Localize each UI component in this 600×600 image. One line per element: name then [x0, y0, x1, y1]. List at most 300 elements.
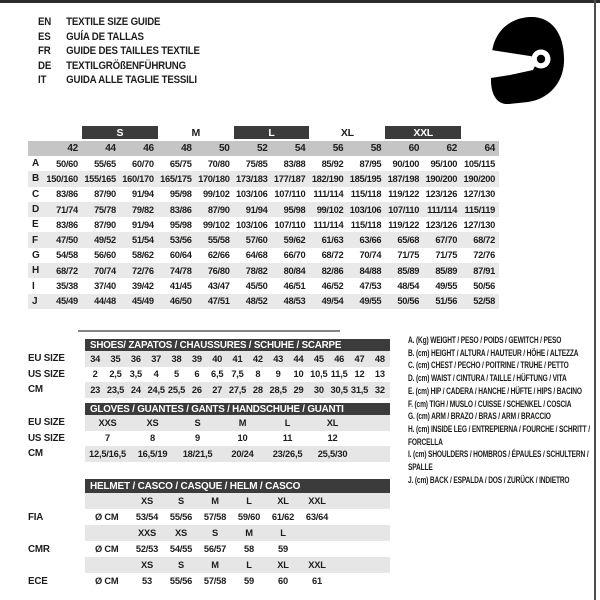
size-value: 65/75: [169, 158, 192, 169]
helmet-size-value: [300, 525, 334, 541]
row-letter: G: [32, 249, 40, 261]
language-code: DE: [38, 59, 52, 72]
size-value: 170/180: [198, 173, 230, 184]
size-value: 71/75: [397, 250, 420, 261]
row-label: [28, 557, 85, 573]
shoe-size-value: 2,5: [109, 369, 122, 380]
helmet-size-value: S: [211, 528, 218, 538]
helmet-size-value: 58: [244, 544, 254, 554]
column-number: 52: [256, 143, 268, 154]
size-value: 95/98: [169, 189, 192, 200]
shoe-size-value: 43: [273, 353, 284, 364]
glove-size-value: S: [194, 417, 201, 428]
shoe-size-value: 10,5: [310, 369, 328, 380]
helmet-size-value: L: [280, 528, 286, 538]
glove-size-value: 10: [237, 433, 248, 444]
shoe-size-value: 2: [92, 369, 98, 380]
helmet-size-row: [28, 509, 390, 525]
shoe-size-value: 32: [374, 384, 385, 395]
helmet-size-value: S: [177, 560, 184, 570]
shoe-size-value: 25,5: [167, 384, 186, 395]
row-values: [85, 541, 390, 557]
column-number: 48: [181, 143, 192, 154]
helmet-icon: [488, 16, 566, 108]
size-value: 48/53: [283, 296, 306, 307]
legend-item: B. (cm) HEIGHT / ALTURA / HAUTEUR / HÖHE / ALTEZZA: [408, 347, 579, 358]
size-value: 47/50: [56, 235, 78, 246]
column-number: 46: [143, 143, 154, 154]
size-value: 177/187: [273, 173, 306, 184]
size-value: 103/106: [235, 219, 268, 230]
helmet-size-value: 63/64: [305, 512, 329, 522]
row-letter: E: [32, 219, 39, 231]
unit-label: [85, 493, 130, 509]
size-value: 85/89: [397, 265, 420, 276]
glove-size-value: 8: [150, 433, 155, 444]
size-value: 67/70: [435, 235, 458, 246]
size-value: 52/58: [473, 296, 495, 307]
size-value: 111/114: [313, 219, 344, 230]
size-value: 150/160: [46, 173, 78, 184]
size-value: 59/62: [283, 235, 306, 246]
row-label: US SIZE: [28, 368, 65, 380]
size-value: 48/52: [245, 296, 268, 307]
size-value: 107/110: [274, 219, 306, 230]
size-value: 84/88: [359, 265, 382, 276]
helmet-size-value: 59: [278, 544, 288, 554]
size-group-label: [44, 126, 82, 139]
helmet-size-value: 53/54: [135, 512, 159, 522]
size-value: 182/190: [311, 173, 344, 184]
size-group-label: XXL: [385, 126, 461, 139]
language-row: [38, 59, 200, 74]
glove-size-value: XS: [146, 417, 159, 428]
size-value: 165/175: [160, 173, 192, 184]
size-row: [28, 446, 390, 462]
size-value: 91/94: [131, 189, 154, 200]
helmet-size-row: [28, 525, 390, 541]
helmet-size-value: M: [245, 528, 253, 538]
shoes-table-title: SHOES/ ZAPATOS / CHAUSSURES / SCHUHE / SCARPE: [85, 339, 390, 351]
helmet-size-value: XL: [277, 496, 289, 506]
glove-size-value: 11: [282, 433, 293, 444]
shoe-size-value: 31,5: [350, 384, 369, 395]
row-label: CM: [28, 384, 43, 396]
legend-item: A. (Kg) WEIGHT / PESO / POIDS / GEWITCH / PESO: [408, 335, 562, 345]
shoe-size-value: 13: [374, 369, 385, 380]
helmet-size-value: XXL: [308, 560, 326, 570]
size-row: [28, 351, 390, 367]
size-value: 45/49: [131, 296, 154, 307]
helmet-size-value: 53: [142, 576, 152, 586]
measurement-legend: [408, 334, 594, 486]
size-value: 56/60: [94, 250, 116, 261]
glove-size-value: 9: [195, 433, 200, 444]
size-value: 85/89: [435, 265, 458, 276]
language-row: [38, 44, 200, 59]
shoe-size-value: 24,5: [147, 384, 165, 395]
unit-label: Ø CM: [95, 576, 119, 586]
language-title: TEXTILGRÖßENFÜHRUNG: [66, 59, 186, 72]
helmet-size-value: [300, 541, 334, 557]
shoe-size-value: 48: [374, 353, 385, 364]
size-value: 83/86: [169, 204, 192, 215]
helmet-size-value: 61/62: [271, 512, 295, 522]
size-value: 83/86: [56, 219, 78, 230]
size-value: 49/52: [94, 235, 116, 246]
column-number: 56: [332, 143, 344, 154]
row-letter: D: [32, 204, 39, 216]
size-value: 107/110: [274, 189, 306, 200]
row-letter: A: [32, 158, 39, 170]
language-code: EN: [38, 16, 52, 28]
size-group-label: L: [234, 126, 310, 139]
size-group-label: XL: [340, 126, 354, 139]
language-row: [38, 73, 200, 88]
row-values: [85, 382, 390, 398]
size-value: 72/76: [131, 265, 154, 276]
language-code: IT: [38, 74, 47, 87]
helmet-size-value: 61: [312, 576, 322, 586]
size-table-row: [28, 187, 499, 202]
size-row: [28, 415, 390, 431]
size-value: 119/122: [388, 219, 420, 230]
size-value: 99/102: [202, 219, 230, 230]
row-label: EU SIZE: [28, 353, 65, 365]
unit-label: Ø CM: [95, 544, 119, 554]
shoe-size-value: 27: [212, 384, 223, 395]
size-table-row: [28, 232, 499, 247]
size-group-header-row: [28, 126, 499, 139]
language-code: FR: [38, 45, 51, 58]
size-table-row: [28, 202, 499, 217]
size-value: 91/94: [131, 219, 154, 230]
size-value: 82/86: [321, 265, 344, 276]
size-value: 35/38: [56, 281, 78, 292]
size-value: 155/165: [84, 173, 116, 184]
helmet-size-value: 52/53: [135, 544, 159, 554]
shoe-size-value: 29: [293, 384, 304, 395]
helmet-size-value: 54/55: [169, 544, 193, 554]
helmet-size-value: 55/56: [169, 576, 193, 586]
glove-size-value: 7: [105, 433, 110, 444]
helmet-size-value: XXS: [137, 528, 156, 538]
legend-item: I. (cm) SHOULDERS / HOMBROS / ÉPAULES / SCHULTERN / SPALLE: [408, 449, 589, 473]
corner-cell: [28, 141, 44, 156]
size-value: 83/88: [283, 158, 306, 169]
language-title: GUÍA DE TALLAS: [66, 30, 144, 43]
textile-size-table: [28, 126, 499, 309]
size-value: 46/50: [169, 296, 192, 307]
size-value: 49/55: [435, 281, 458, 292]
size-value: 47/53: [359, 281, 382, 292]
language-title: GUIDE DES TAILLES TEXTILE: [66, 45, 200, 58]
glove-size-value: L: [284, 417, 291, 428]
row-label: ECE: [28, 575, 48, 587]
shoe-size-value: 45: [313, 353, 324, 364]
size-value: 87/90: [207, 204, 230, 215]
top-rule: [0, 0, 600, 3]
column-number: 42: [67, 143, 78, 154]
helmet-size-value: 57/58: [203, 512, 227, 522]
size-value: 87/95: [359, 158, 382, 169]
shoe-size-value: 12: [354, 369, 365, 380]
size-value: 68/72: [56, 265, 78, 276]
row-letter: F: [32, 234, 38, 246]
size-value: 55/65: [94, 158, 116, 169]
size-value: 99/102: [316, 204, 344, 215]
size-value: 115/118: [350, 189, 382, 200]
shoe-size-value: 6,5: [211, 369, 224, 380]
shoe-size-value: 44: [293, 353, 304, 364]
size-value: 103/106: [235, 189, 268, 200]
shoe-size-value: 38: [171, 353, 182, 364]
column-number: 54: [294, 143, 306, 154]
size-value: 85/92: [321, 158, 344, 169]
size-value: 103/106: [349, 204, 382, 215]
size-value: 90/100: [392, 158, 420, 169]
size-table-row: [28, 263, 499, 278]
right-rule: [594, 0, 596, 600]
shoe-size-value: 35: [110, 353, 121, 364]
legend-item: C. (cm) CHEST / PECHO / POITRINE / TRUHE / PETTO: [408, 360, 569, 371]
size-value: 47/51: [207, 296, 230, 307]
size-value: 75/85: [245, 158, 268, 169]
size-value: 63/66: [359, 235, 382, 246]
size-value: 65/68: [397, 235, 420, 246]
shoe-size-value: 11,5: [330, 369, 348, 380]
shoes-table-body: [28, 351, 390, 398]
column-number: 60: [408, 143, 420, 154]
helmet-size-value: L: [246, 560, 252, 570]
size-value: 119/122: [388, 189, 420, 200]
row-values: [85, 367, 390, 383]
row-values: [85, 351, 390, 367]
shoe-size-value: 4: [153, 369, 159, 380]
legend-item: D. (cm) WAIST / CINTURA / TAILLE / HÜFTUNG / VITA: [408, 373, 567, 384]
helmet-size-value: 60: [278, 576, 288, 586]
size-value: 111/114: [313, 189, 344, 200]
shoe-size-value: 8: [255, 369, 261, 380]
helmet-size-table: [28, 479, 390, 589]
unit-label: [85, 557, 130, 573]
size-value: 105/115: [464, 158, 495, 169]
size-value: 51/54: [131, 235, 154, 246]
column-number: 62: [446, 143, 458, 154]
helmet-size-row: [28, 557, 390, 573]
row-label: CMR: [28, 543, 50, 555]
shoe-size-value: 10: [293, 369, 304, 380]
language-code: ES: [38, 30, 51, 43]
row-label: [28, 493, 85, 509]
size-group-label: S: [82, 126, 158, 139]
size-value: 127/130: [463, 189, 495, 200]
size-value: 64/68: [245, 250, 268, 261]
size-value: 115/119: [464, 204, 495, 215]
size-value: 60/70: [131, 158, 154, 169]
size-value: 72/76: [473, 250, 495, 261]
row-label: CM: [28, 448, 43, 460]
row-values: [85, 415, 390, 431]
size-value: 49/54: [321, 296, 344, 307]
size-value: 48/54: [397, 281, 420, 292]
helmet-size-value: 59: [244, 576, 254, 586]
shoe-size-value: 34: [90, 353, 101, 364]
gloves-table-body: [28, 415, 390, 462]
helmet-size-value: XS: [140, 496, 153, 506]
glove-size-value: 16,5/19: [137, 448, 168, 459]
shoe-size-value: 28: [252, 384, 263, 395]
size-value: 43/47: [207, 281, 230, 292]
helmet-size-value: XS: [140, 560, 153, 570]
size-value: 46/52: [321, 281, 344, 292]
size-table-row: [28, 156, 499, 171]
size-value: 68/72: [473, 235, 495, 246]
size-value: 61/63: [321, 235, 344, 246]
glove-size-value: 25,5/30: [317, 448, 348, 459]
glove-size-value: XXS: [98, 417, 117, 428]
glove-size-value: 18/21,5: [182, 448, 213, 459]
shoe-size-value: 40: [212, 353, 223, 364]
column-number: 50: [219, 143, 230, 154]
size-value: 70/74: [359, 250, 382, 261]
size-value: 83/86: [56, 189, 78, 200]
helmet-size-value: 55/56: [169, 512, 193, 522]
size-value: 95/100: [430, 158, 458, 169]
size-value: 185/195: [349, 173, 382, 184]
glove-size-value: XL: [326, 417, 339, 428]
size-value: 87/90: [94, 189, 116, 200]
glove-size-value: M: [238, 417, 247, 428]
size-value: 55/58: [207, 235, 230, 246]
size-value: 160/170: [122, 173, 154, 184]
size-value: 50/56: [397, 296, 420, 307]
language-title: GUIDA ALLE TAGLIE TESSILI: [66, 74, 197, 87]
size-value: 70/74: [94, 265, 116, 276]
shoe-size-value: 23: [90, 384, 101, 395]
row-label: FIA: [28, 511, 44, 523]
size-value: 37/40: [94, 281, 116, 292]
size-value: 74/78: [169, 265, 192, 276]
size-value: 50/60: [56, 158, 78, 169]
size-value: 53/56: [169, 235, 192, 246]
shoe-size-value: 7,5: [231, 369, 244, 380]
shoe-size-value: 37: [151, 353, 162, 364]
size-number-row: [28, 141, 499, 156]
size-value: 190/200: [425, 173, 458, 184]
size-table-row: [28, 248, 499, 263]
size-value: 190/200: [463, 173, 495, 184]
gloves-table-title: GLOVES / GUANTES / GANTS / HANDSCHUHE / GUANTI: [85, 403, 390, 415]
size-value: 91/94: [245, 204, 268, 215]
helmet-size-value: XL: [277, 560, 289, 570]
size-value: 80/84: [283, 265, 306, 276]
helmet-table-body: [28, 493, 390, 589]
size-value: 123/126: [425, 189, 458, 200]
size-value: 41/45: [169, 281, 192, 292]
size-value: 45/49: [56, 296, 78, 307]
column-number: 58: [370, 143, 382, 154]
size-value: 76/80: [207, 265, 230, 276]
size-value: 60/64: [169, 250, 192, 261]
legend-item: J. (cm) BACK / ESPALDA / DOS / ZURÜCK / INDIETRO: [408, 474, 570, 485]
row-values: [85, 557, 390, 573]
shoe-size-value: 39: [191, 353, 202, 364]
size-value: 39/42: [131, 281, 154, 292]
column-number: 64: [484, 143, 495, 154]
row-values: [85, 446, 390, 462]
row-letter: B: [32, 173, 39, 185]
shoe-size-value: 41: [232, 353, 243, 364]
size-value: 71/74: [56, 204, 78, 215]
size-value: 62/66: [207, 250, 230, 261]
size-value: 75/78: [94, 204, 116, 215]
size-group-label: [28, 126, 44, 139]
shoe-size-value: 30,5: [330, 384, 348, 395]
row-label: US SIZE: [28, 432, 65, 444]
shoe-size-value: 42: [252, 353, 263, 364]
row-letter: C: [32, 188, 39, 200]
size-value: 68/72: [321, 250, 344, 261]
size-value: 78/82: [245, 265, 268, 276]
row-values: [85, 509, 390, 525]
helmet-size-value: M: [211, 560, 219, 570]
glove-size-value: 12: [327, 433, 338, 444]
shoe-size-value: 28,5: [269, 384, 287, 395]
legend-item: E. (cm) HIP / CADERA / HANCHE / HÜFTE / HIPS / BACINO: [408, 385, 582, 396]
shoe-size-value: 24: [130, 384, 141, 395]
section-divider: [78, 330, 340, 332]
size-value: 49/55: [359, 296, 382, 307]
unit-label: [85, 525, 130, 541]
helmet-size-value: L: [246, 496, 252, 506]
glove-size-value: 23/26,5: [272, 448, 303, 459]
gloves-size-table: [28, 403, 390, 462]
shoe-size-value: 47: [354, 353, 365, 364]
size-value: 95/98: [283, 204, 306, 215]
size-value: 173/183: [235, 173, 268, 184]
row-values: [85, 573, 390, 589]
legend-item: G. (cm) ARM / BRAZO / BRAS / ARM / BRACCIO: [408, 411, 551, 422]
glove-size-value: 12,5/16,5: [89, 448, 126, 459]
helmet-size-value: S: [177, 496, 184, 506]
glove-size-value: 20/24: [231, 448, 254, 459]
size-value: 87/90: [94, 219, 116, 230]
helmet-size-value: 56/57: [203, 544, 227, 554]
helmet-size-value: XS: [174, 528, 187, 538]
helmet-size-value: M: [211, 496, 219, 506]
shoe-size-value: 9: [275, 369, 281, 380]
shoe-size-value: 36: [130, 353, 141, 364]
helmet-size-value: 57/58: [203, 576, 227, 586]
language-title-list: [38, 15, 222, 88]
helmet-size-value: XXL: [308, 496, 326, 506]
size-value: 123/126: [425, 219, 458, 230]
size-value: 111/114: [427, 204, 458, 215]
size-value: 107/110: [388, 204, 420, 215]
row-values: [85, 493, 390, 509]
language-row: [38, 15, 200, 30]
size-table-row: [28, 278, 499, 293]
row-letter: I: [32, 280, 35, 292]
helmet-size-row: [28, 573, 390, 589]
size-value: 50/56: [473, 281, 495, 292]
row-values: [85, 525, 390, 541]
legend-item: H. (cm) INSIDE LEG / ENTREPIERNA / FOURCHE / SCHRITT / FORCELLA: [408, 423, 590, 447]
size-value: 66/70: [283, 250, 306, 261]
size-value: 87/91: [473, 265, 495, 276]
size-group-label: [461, 126, 499, 139]
